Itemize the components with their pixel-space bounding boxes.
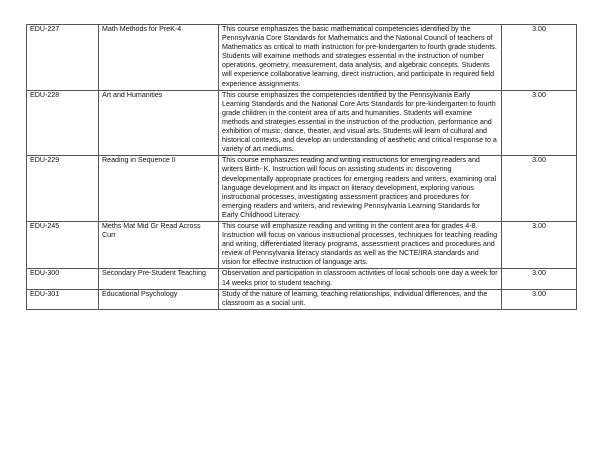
table-row — [27, 25, 577, 91]
course-credits: 3.00 — [502, 269, 577, 289]
course-code: EDU-229 — [27, 156, 99, 222]
course-code: EDU-300 — [27, 269, 99, 289]
course-credits: 3.00 — [502, 90, 577, 156]
course-credits: 3.00 — [502, 156, 577, 222]
table-row — [27, 221, 577, 268]
course-description: This course emphasizes the competencies identified by the Pennsylvania Early Learning Standards and the National Core Arts Standards for pre-kindergarten to fourth grade children in the content area of arts and humanities. Students will examine methods and strategies essential in the instruction of the production, performance and exhibition of music, dance, theater, and visual arts. Students will learn of cultural and historical contexts, and develop an understanding of aesthetic and critical response to a variety of art mediums. — [219, 90, 502, 156]
course-code: EDU-227 — [27, 25, 99, 91]
table-row — [27, 90, 577, 156]
course-code: EDU-245 — [27, 221, 99, 268]
course-description: This course will emphasize reading and writing in the content area for grades 4-8. Instruction will focus on various instructional processes, techniques for teaching reading and writing, differentiated literacy programs, assessment practices and procedures and review of Pennsylvania literacy standards as well as the NCTE/IRA standards and vision for effective instruction of language arts. — [219, 221, 502, 268]
course-description: Observation and participation in classroom activities of local schools one day a week for 14 weeks prior to student teaching. — [219, 269, 502, 289]
table-row — [27, 269, 577, 289]
table-row — [27, 156, 577, 222]
course-title: Secondary Pre-Student Teaching — [99, 269, 219, 289]
course-credits: 3.00 — [502, 221, 577, 268]
course-title: Art and Humanities — [99, 90, 219, 156]
course-title: Math Methods for PreK-4 — [99, 25, 219, 91]
course-table — [26, 24, 577, 310]
course-credits: 3.00 — [502, 25, 577, 91]
course-title: Reading in Sequence II — [99, 156, 219, 222]
course-title: Educational Psychology — [99, 289, 219, 309]
course-description: This course emphasizes reading and writing instructions for emerging readers and writers Birth- K. Instruction will focus on assisting students in: discovering developmentally appropriate practices for emerging readers and writers, examining oral language development and its impact on literacy development, exploring various instructional processes, investigating assessment practices and procedures for emerging readers and writers, and reviewing Pennsylvania Learning Standards for Early Childhood Literacy. — [219, 156, 502, 222]
course-title: Meths Mat Mid Gr Read Across Curr — [99, 221, 219, 268]
course-code: EDU-301 — [27, 289, 99, 309]
table-row — [27, 289, 577, 309]
course-description: Study of the nature of learning, teaching relationships, individual differences, and the classroom as a social unit. — [219, 289, 502, 309]
course-code: EDU-228 — [27, 90, 99, 156]
course-credits: 3.00 — [502, 289, 577, 309]
course-description: This course emphasizes the basic mathematical competencies identified by the Pennsylvania Core Standards for Mathematics and the National Council of teachers of Mathematics as critical to math instruction for pre-kindergarten to fourth grade students. Students will examine methods and strategies essential in the instruction of number operations, geometry, measurement, data analysis, and algebraic concepts. Students will experience collaborative learning, direct instruction, and participate in required field experience assignments. — [219, 25, 502, 91]
